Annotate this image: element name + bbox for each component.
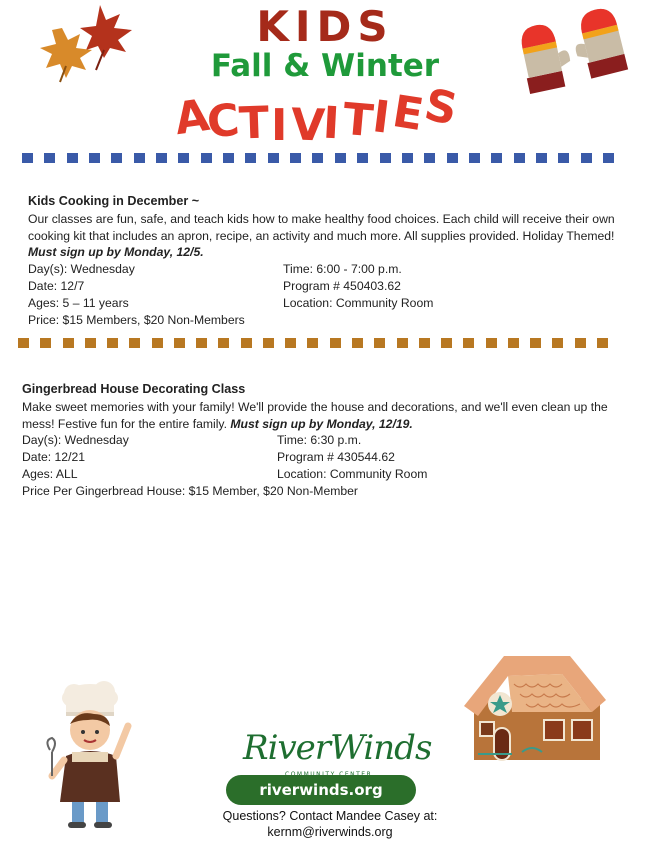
title-letter: T — [238, 97, 270, 150]
detail-time: Time: 6:00 - 7:00 p.m. — [283, 262, 402, 277]
detail-location: Location: Community Room — [283, 295, 434, 310]
detail-program: Program # 450403.62 — [283, 278, 401, 293]
details-row — [28, 295, 628, 312]
title-letter: S — [420, 79, 462, 136]
title-letter: T — [340, 93, 376, 148]
activity-heading: Kids Cooking in December ~ — [28, 194, 200, 208]
signup-deadline: Must sign up by Monday, 12/5. — [28, 245, 204, 260]
detail-price: Price: $15 Members, $20 Non-Members — [28, 312, 245, 327]
details-row — [28, 278, 628, 295]
activity-description: Our classes are fun, safe, and teach kids how to make healthy food choices. Each child will receive their own cooking kit that includes an apron, recipe, an activity and much more. All supplies provided. Holiday Themed! Must sign up by Monday, 12/5. — [28, 211, 615, 260]
activity-description: Make sweet memories with your family! We'll provide the house and decorations, and we'll even clean up the mess! Festive fun for the entire family. Must sign up by Monday, 12/19. — [22, 399, 608, 431]
chef-kid-icon — [38, 680, 143, 832]
signup-deadline: Must sign up by Monday, 12/19. — [230, 416, 413, 431]
divider-brown — [18, 338, 608, 348]
activity-gingerbread — [22, 381, 622, 500]
gingerbread-house-icon — [462, 654, 608, 762]
title-letter: E — [389, 85, 427, 142]
title-letter: V — [290, 99, 326, 152]
details-row — [22, 432, 622, 449]
detail-program: Program # 430544.62 — [277, 450, 395, 465]
title-letter: I — [271, 100, 288, 151]
title-letter: C — [204, 94, 242, 149]
details-row — [22, 466, 622, 483]
details-row — [28, 261, 628, 278]
riverwinds-logo: RiverWinds — [243, 728, 432, 768]
contact-line: Questions? Contact Mandee Casey at: — [222, 809, 438, 823]
activity-cooking — [28, 193, 628, 328]
detail-day: Day(s): Wednesday — [22, 433, 129, 448]
title-letter: A — [171, 89, 213, 146]
title-kids: KIDS — [256, 2, 394, 51]
detail-location: Location: Community Room — [277, 466, 428, 481]
detail-ages: Ages: ALL — [22, 466, 78, 481]
detail-date: Date: 12/21 — [22, 450, 86, 465]
activity-heading: Gingerbread House Decorating Class — [22, 382, 246, 396]
title-letter: I — [321, 97, 341, 150]
title-fall-winter: Fall & Winter — [210, 48, 440, 84]
title-activities — [171, 79, 485, 152]
contact-email[interactable]: kernm@riverwinds.org — [267, 825, 393, 839]
details-row — [22, 449, 622, 466]
detail-date: Date: 12/7 — [28, 278, 85, 293]
website-link[interactable]: riverwinds.org — [226, 775, 416, 805]
title-letter: I — [369, 91, 393, 144]
detail-day: Day(s): Wednesday — [28, 262, 135, 277]
contact-info — [200, 808, 460, 840]
detail-ages: Ages: 5 – 11 years — [28, 295, 129, 310]
detail-time: Time: 6:30 p.m. — [277, 433, 362, 448]
divider-blue — [22, 153, 614, 163]
detail-price: Price Per Gingerbread House: $15 Member, $20 Non-Member — [22, 483, 358, 498]
